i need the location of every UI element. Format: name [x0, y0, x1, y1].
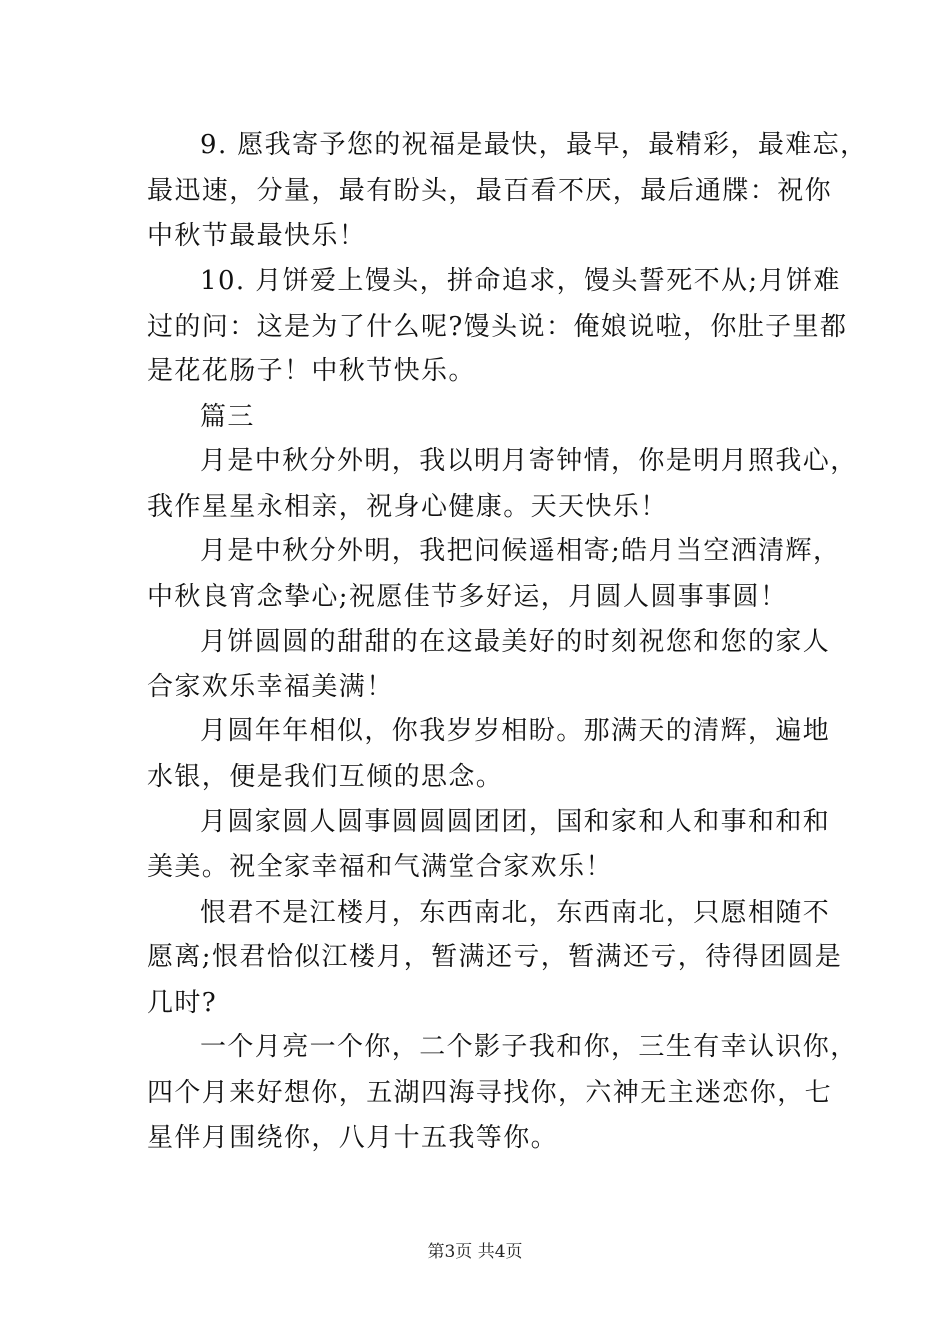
text-line: 星伴月围绕你，八月十五我等你。 [147, 1123, 559, 1153]
text-line: 月是中秋分外明，我以明月寄钟情，你是明月照我心， [200, 446, 858, 476]
page-footer: 第3页 共4页 [427, 1242, 523, 1262]
text-line: 几时? [147, 988, 218, 1018]
text-line: 中秋节最最快乐！ [147, 221, 367, 251]
text-line: 合家欢乐幸福美满！ [147, 672, 394, 702]
text-line: 四个月来好想你，五湖四海寻找你，六神无主迷恋你，七 [147, 1078, 833, 1108]
text-line: 一个月亮一个你，二个影子我和你，三生有幸认识你， [200, 1032, 858, 1062]
text-line: 篇三 [200, 402, 255, 432]
text-line: 最迅速，分量，最有盼头，最百看不厌，最后通牒：祝你 [147, 176, 833, 206]
text-line: 月圆年年相似，你我岁岁相盼。那满天的清辉，遍地 [200, 716, 831, 746]
text-line: 10. 月饼爱上馒头，拼命追求，馒头誓死不从;月饼难 [200, 266, 841, 296]
text-line: 9. 愿我寄予您的祝福是最快，最早，最精彩，最难忘， [200, 130, 868, 160]
text-line: 月圆家圆人圆事圆圆圆团团，国和家和人和事和和和 [200, 807, 831, 837]
text-line: 是花花肠子！中秋节快乐。 [147, 356, 476, 386]
text-line: 我作星星永相亲，祝身心健康。天天快乐！ [147, 492, 668, 522]
text-line: 中秋良宵念挚心;祝愿佳节多好运，月圆人圆事事圆！ [147, 582, 788, 612]
text-line: 恨君不是江楼月，东西南北，东西南北，只愿相随不 [200, 898, 831, 928]
text-line: 美美。祝全家幸福和气满堂合家欢乐！ [147, 852, 613, 882]
text-line: 过的问：这是为了什么呢?馒头说：俺娘说啦，你肚子里都 [147, 312, 848, 342]
text-line: 愿离;恨君恰似江楼月，暂满还亏，暂满还亏，待得团圆是 [147, 942, 843, 972]
text-line: 月饼圆圆的甜甜的在这最美好的时刻祝您和您的家人 [200, 627, 831, 657]
text-line: 月是中秋分外明，我把问候遥相寄;皓月当空洒清辉， [200, 536, 841, 566]
text-line: 水银，便是我们互倾的思念。 [147, 762, 504, 792]
